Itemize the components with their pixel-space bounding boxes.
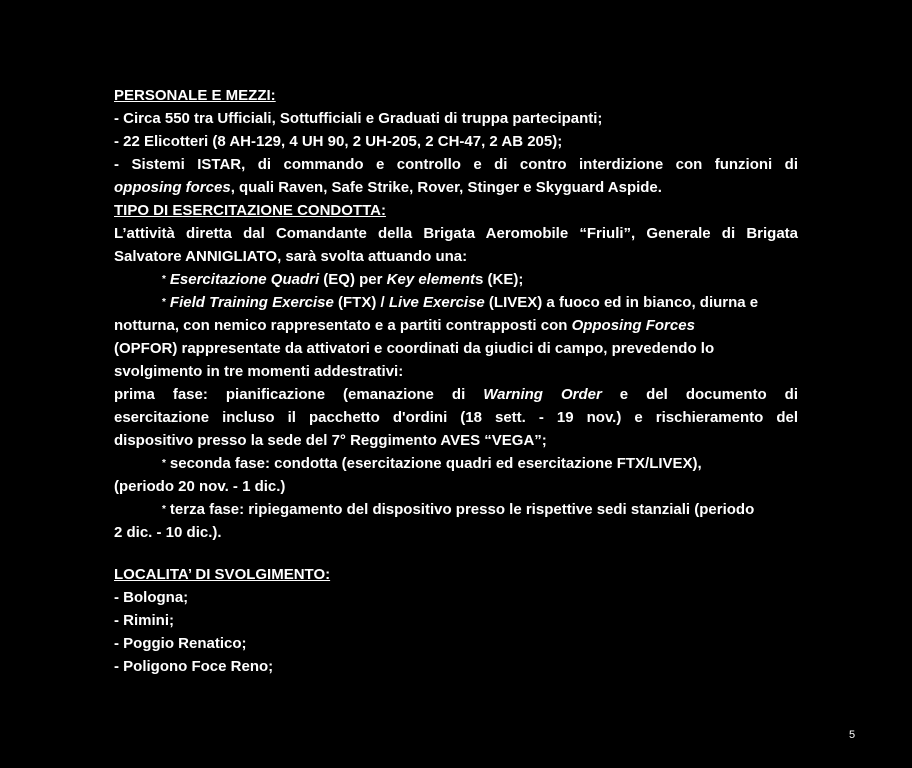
- section-heading-personale: PERSONALE E MEZZI:: [114, 87, 276, 104]
- list-item: - 22 Elicotteri (8 AH-129, 4 UH 90, 2 UH-205, 2 CH-47, 2 AB 205);: [114, 133, 563, 150]
- bullet-ftx: [114, 291, 798, 314]
- text-span: e del documento di: [601, 386, 798, 403]
- italic-text: Field Training Exercise: [169, 294, 334, 311]
- bullet-eq: [114, 268, 798, 291]
- paragraph-line: [114, 314, 798, 337]
- paragraph-line: (OPFOR) rappresentate da attivatori e coordinati da giudici di campo, prevedendo lo: [114, 340, 715, 357]
- italic-text: Opposing Forces: [571, 317, 695, 334]
- text-span: (FTX) /: [333, 294, 389, 311]
- spacer: [114, 544, 798, 563]
- list-item-continuation: [114, 176, 798, 199]
- bullet-marker: *: [162, 458, 166, 469]
- bullet-seconda-fase: [114, 452, 798, 475]
- text-span: notturna, con nemico rappresentato e a partiti contrapposti con: [114, 317, 572, 334]
- section-heading-tipo: TIPO DI ESERCITAZIONE CONDOTTA:: [114, 202, 386, 219]
- bullet-terza-fase: [114, 498, 798, 521]
- bullet-marker: *: [162, 297, 166, 308]
- document-body: [114, 84, 798, 678]
- paragraph-line: svolgimento in tre momenti addestrativi:: [114, 363, 404, 380]
- italic-text: Esercitazione Quadri: [169, 271, 320, 288]
- paragraph-line: Salvatore ANNIGLIATO, sarà svolta attuando una:: [114, 248, 468, 265]
- paragraph-line: 2 dic. - 10 dic.).: [114, 524, 222, 541]
- bullet-marker: *: [162, 504, 166, 515]
- list-item: - Poligono Foce Reno;: [114, 658, 274, 675]
- text-span: , quali Raven, Safe Strike, Rover, Stinger e Skyguard Aspide.: [230, 179, 662, 196]
- section-heading-localita: LOCALITA’ DI SVOLGIMENTO:: [114, 566, 331, 583]
- list-item: - Bologna;: [114, 589, 189, 606]
- text-span: (EQ) per: [319, 271, 387, 288]
- italic-text: opposing forces: [114, 179, 231, 196]
- paragraph-line: [114, 383, 798, 406]
- list-item: - Poggio Renatico;: [114, 635, 247, 652]
- paragraph-line: L’attività diretta dal Comandante della Brigata Aeromobile “Friuli”, Generale di Brigata: [114, 225, 798, 242]
- paragraph-line: (periodo 20 nov. - 1 dic.): [114, 478, 286, 495]
- text-span: (LIVEX) a fuoco ed in bianco, diurna e: [484, 294, 759, 311]
- page-number: 5: [849, 729, 856, 741]
- text-span: seconda fase: condotta (esercitazione quadri ed esercitazione FTX/LIVEX),: [169, 455, 702, 472]
- italic-text: Warning Order: [483, 386, 602, 403]
- paragraph-line: dispositivo presso la sede del 7° Reggimento AVES “VEGA”;: [114, 432, 547, 449]
- text-span: s (KE);: [475, 271, 524, 288]
- paragraph-line: esercitazione incluso il pacchetto d'ordini (18 sett. - 19 nov.) e rischieramento del: [114, 409, 798, 426]
- text-span: prima fase: pianificazione (emanazione di: [114, 386, 484, 403]
- bullet-marker: *: [162, 274, 166, 285]
- list-item: - Rimini;: [114, 612, 174, 629]
- list-item: - Sistemi ISTAR, di commando e controllo e di contro interdizione con funzioni di: [114, 156, 798, 173]
- italic-text: Key element: [386, 271, 476, 288]
- italic-text: Live Exercise: [388, 294, 485, 311]
- list-item: - Circa 550 tra Ufficiali, Sottufficiali e Graduati di truppa partecipanti;: [114, 110, 603, 127]
- text-span: terza fase: ripiegamento del dispositivo presso le rispettive sedi stanziali (periodo: [169, 501, 755, 518]
